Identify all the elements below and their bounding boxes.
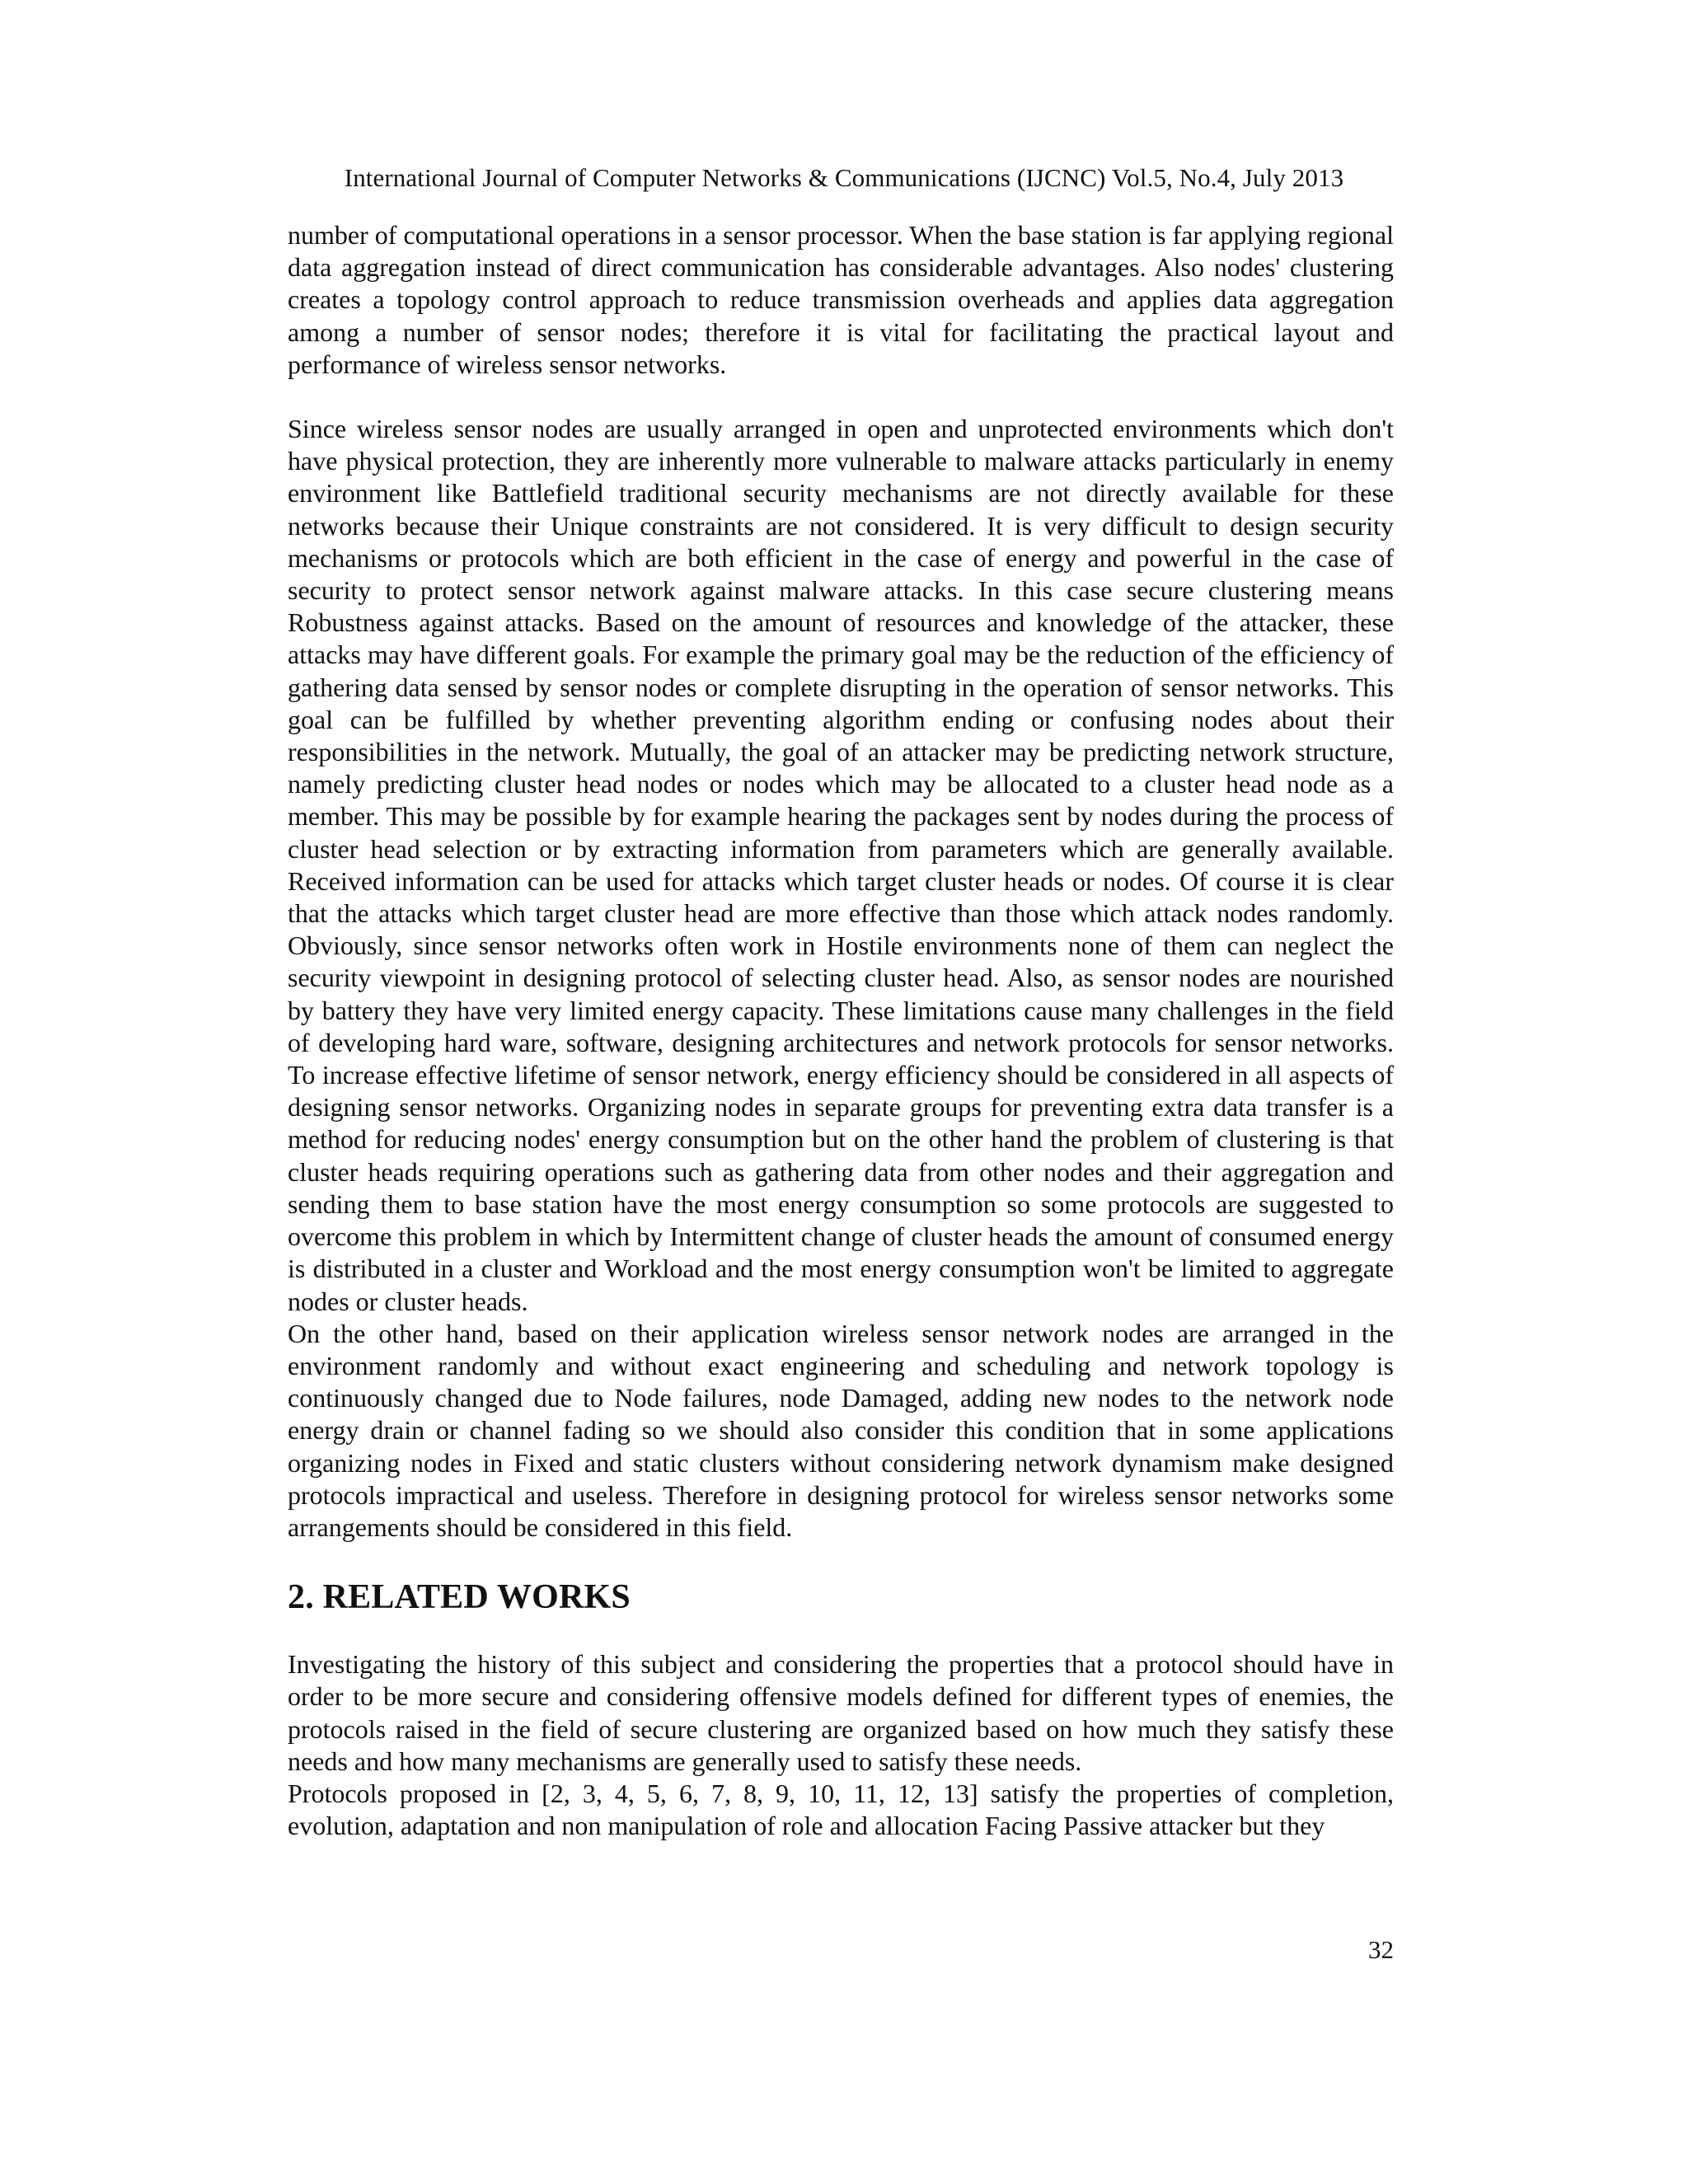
- body-paragraph: Since wireless sensor nodes are usually arranged in open and unprotected environments which don't have physical protection, they are inherently more vulnerable to malware attacks particularly in enemy environment like Battlefield traditional security mechanisms are not directly available for these networks because their Unique constraints are not considered. It is very difficult to design security mechanisms or protocols which are both efficient in the case of energy and powerful in the case of security to protect sensor network against malware attacks. In this case secure clustering means Robustness against attacks. Based on the amount of resources and knowledge of the attacker, these attacks may have different goals. For example the primary goal may be the reduction of the efficiency of gathering data sensed by sensor nodes or complete disrupting in the operation of sensor networks. This goal can be fulfilled by whether preventing algorithm ending or confusing nodes about their responsibilities in the network. Mutually, the goal of an attacker may be predicting network structure, namely predicting cluster head nodes or nodes which may be allocated to a cluster head node as a member. This may be possible by for example hearing the packages sent by nodes during the process of cluster head selection or by extracting information from parameters which are generally available. Received information can be used for attacks which target cluster heads or nodes. Of course it is clear that the attacks which target cluster head are more effective than those which attack nodes randomly. Obviously, since sensor networks often work in Hostile environments none of them can neglect the security viewpoint in designing protocol of selecting cluster head. Also, as sensor nodes are nourished by battery they have very limited energy capacity. These limitations cause many challenges in the field of developing hard ware, software, designing architectures and network protocols for sensor networks. To increase effective lifetime of sensor network, energy efficiency should be considered in all aspects of designing sensor networks. Organizing nodes in separate groups for preventing extra data transfer is a method for reducing nodes' energy consumption but on the other hand the problem of clustering is that cluster heads requiring operations such as gathering data from other nodes and their aggregation and sending them to base station have the most energy consumption so some protocols are suggested to overcome this problem in which by Intermittent change of cluster heads the amount of consumed energy is distributed in a cluster and Workload and the most energy consumption won't be limited to aggregate nodes or cluster heads.: [288, 414, 1394, 1316]
- body-paragraph: Investigating the history of this subject and considering the properties that a protocol should have in order to be more secure and considering offensive models defined for different types of enemies, the protocols raised in the field of secure clustering are organized based on how much they satisfy these needs and how many mechanisms are generally used to satisfy these needs.: [288, 1649, 1394, 1776]
- main-text-column: [288, 219, 1394, 1842]
- body-paragraph: Protocols proposed in [2, 3, 4, 5, 6, 7, 8, 9, 10, 11, 12, 13] satisfy the properties of completion, evolution, adaptation and non manipulation of role and allocation Facing Passive attacker but they: [288, 1778, 1394, 1841]
- body-paragraph: number of computational operations in a sensor processor. When the base station is far applying regional data aggregation instead of direct communication has considerable advantages. Also nodes' clustering creates a topology control approach to reduce transmission overheads and applies data aggregation among a number of sensor nodes; therefore it is vital for facilitating the practical layout and performance of wireless sensor networks.: [288, 220, 1394, 379]
- body-paragraph: On the other hand, based on their application wireless sensor network nodes are arranged in the environment randomly and without exact engineering and scheduling and network topology is continuously changed due to Node failures, node Damaged, adding new nodes to the network node energy drain or channel fading so we should also consider this condition that in some applications organizing nodes in Fixed and static clusters without considering network dynamism make designed protocols impractical and useless. Therefore in designing protocol for wireless sensor networks some arrangements should be considered in this field.: [288, 1318, 1394, 1542]
- page-number: 32: [1368, 1935, 1394, 1964]
- section-heading: 2. RELATED WORKS: [288, 1578, 631, 1617]
- journal-running-header: International Journal of Computer Networks & Communications (IJCNC) Vol.5, No.4, July 2013: [344, 163, 1344, 192]
